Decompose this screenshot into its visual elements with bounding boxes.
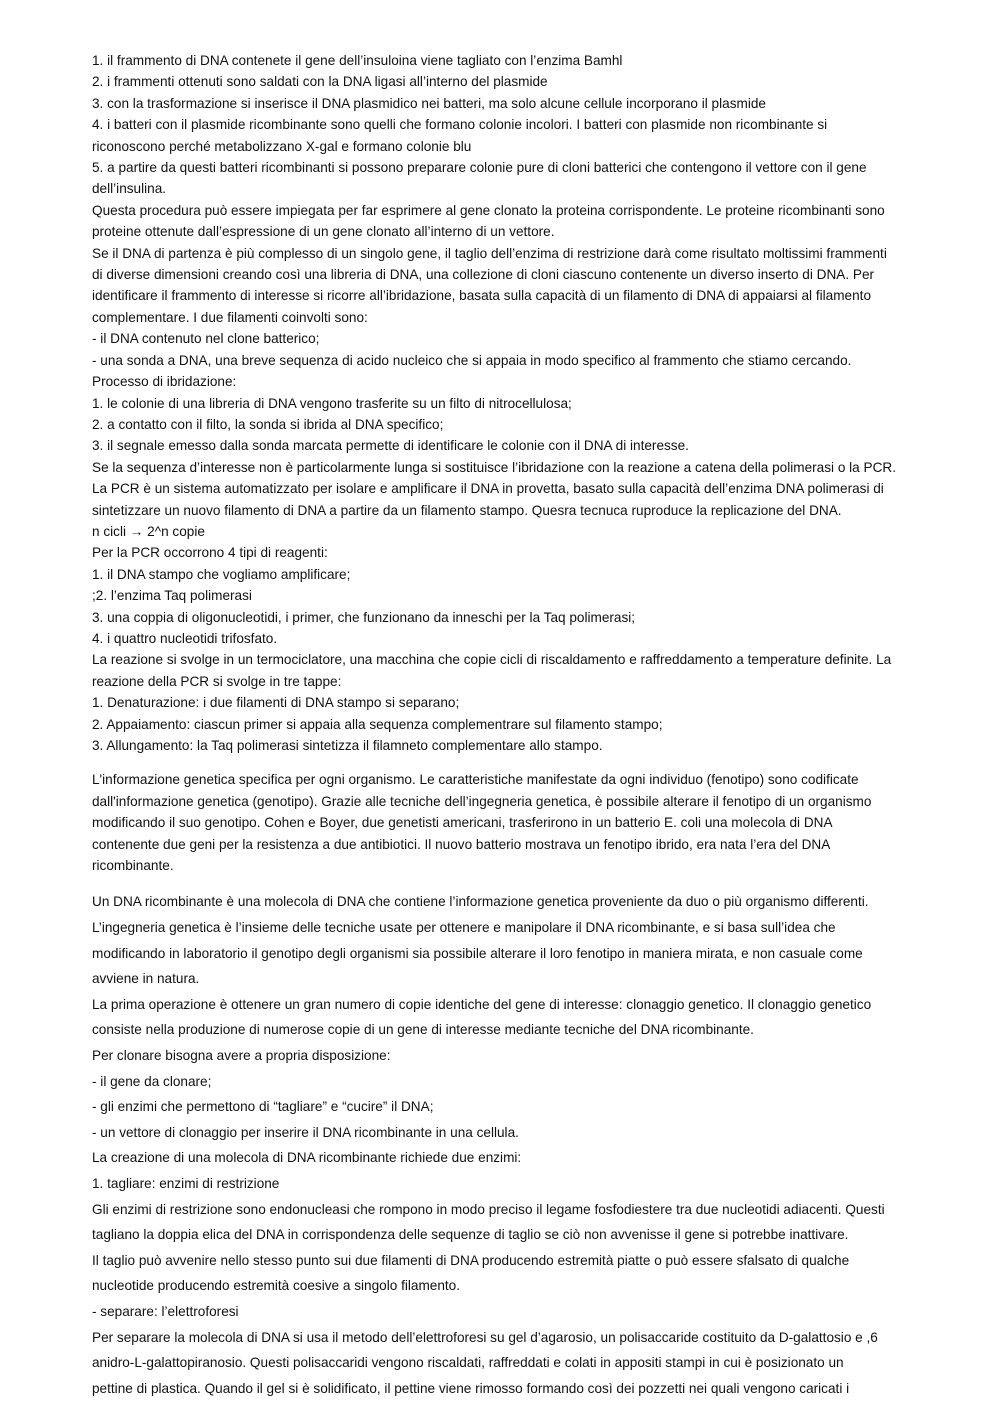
text-line: consiste nella produzione di numerose copie di un gene di interesse mediante tecniche del DNA ricombinante. <box>92 1022 754 1038</box>
text-line: Processo di ibridazione: <box>92 374 237 390</box>
text-line: identificare il frammento di interesse si ricorre all’ibridazione, basata sulla capacità di un filamento di DNA di appaiarsi al filamento <box>92 288 871 304</box>
text-line: sintetizzare un nuovo filamento di DNA a partire da un filamento stampo. Quesra tecnuca ruproduce la replicazione del DNA. <box>92 502 842 518</box>
text-line: proteine ottenute dall’espressione di un gene clonato all’interno di un vettore. <box>92 224 555 240</box>
text-line: - il gene da clonare; <box>92 1073 212 1089</box>
text-line: avviene in natura. <box>92 971 200 987</box>
text-block-genetic-info <box>92 769 917 876</box>
document-page <box>92 50 917 1401</box>
text-line: 1. le colonie di una libreria di DNA vengono trasferite su un filto di nitrocellulosa; <box>92 395 572 411</box>
text-line: - una sonda a DNA, una breve sequenza di acido nucleico che si appaia in modo specifico al frammento che stiamo cercando. <box>92 352 852 368</box>
text-block-pcr <box>92 50 917 756</box>
text-line: 4. i quattro nucleotidi trifosfato. <box>92 630 278 646</box>
text-line: modificando il suo genotipo. Cohen e Boyer, due genetisti americani, trasferirono in un batterio E. coli una molecola di DNA <box>92 815 833 831</box>
text-line: - separare: l’elettroforesi <box>92 1303 239 1319</box>
text-line: - un vettore di clonaggio per inserire il DNA ricombinante in una cellula. <box>92 1124 519 1140</box>
text-line: Gli enzimi di restrizione sono endonucleasi che rompono in modo preciso il legame fosfodiestere tra due nucleotidi adiacenti. Questi <box>92 1201 885 1217</box>
text-line: L'informazione genetica specifica per ogni organismo. Le caratteristiche manifestate da ogni individuo (fenotipo) sono codificate <box>92 772 859 788</box>
text-line: modificando in laboratorio il genotipo degli organismi sia possibile alterare il loro fenotipo in maniera mirata, e non casuale come <box>92 945 863 961</box>
text-line: La reazione si svolge in un termociclatore, una macchina che copie cicli di riscaldamento e raffreddamento a temperature definite. La <box>92 652 892 668</box>
text-line: anidro-L-galattopiranosio. Questi polisaccaridi vengono riscaldati, raffreddati e colati in appositi stampi in cui è posizionato un <box>92 1355 844 1371</box>
text-line: 4. i batteri con il plasmide ricombinante sono quelli che formano colonie incolori. I batteri con plasmide non ricombinante si <box>92 117 828 133</box>
text-line: Per clonare bisogna avere a propria disposizione: <box>92 1048 391 1063</box>
text-line: 1. il frammento di DNA contenete il gene dell’insuloina viene tagliato con l’enzima Bamhl <box>92 53 623 68</box>
text-line: nucleotide producendo estremità coesive a singolo filamento. <box>92 1278 461 1294</box>
text-line: Il taglio può avvenire nello stesso punto sui due filamenti di DNA producendo estremità piatte o può essere sfalsato di qualche <box>92 1252 850 1268</box>
text-line: L’ingegneria genetica è l’insieme delle tecniche usate per ottenere e manipolare il DNA ricombinante, e si basa sull’idea che <box>92 920 836 936</box>
text-line: La prima operazione è ottenere un gran numero di copie identiche del gene di interesse: clonaggio genetico. Il clonaggio genetico <box>92 996 872 1012</box>
text-line: riconoscono perché metabolizzano X-gal e formano colonie blu <box>92 138 472 154</box>
text-line: 3. il segnale emesso dalla sonda marcata permette di identificare le colonie con il DNA di interesse. <box>92 438 689 454</box>
text-line: 1. Denaturazione: i due filamenti di DNA stampo si separano; <box>92 695 460 711</box>
text-line: 5. a partire da questi batteri ricombinanti si possono preparare colonie pure di cloni batterici che contengono il vettore con il gene <box>92 160 867 176</box>
text-line: Se la sequenza d’interesse non è particolarmente lunga si sostituisce l’ibridazione con la reazione a catena della polimerasi o la PCR. <box>92 459 896 475</box>
text-line: 2. Appaiamento: ciascun primer si appaia alla sequenza complementrare sul filamento stampo; <box>92 716 663 732</box>
text-line: Se il DNA di partenza è più complesso di un singolo gene, il taglio dell’enzima di restrizione darà come risultato moltissimi frammenti <box>92 245 887 261</box>
text-line: Un DNA ricombinante è una molecola di DNA che contiene l’informazione genetica proveniente da duo o più organismo differenti. <box>92 894 869 910</box>
text-line: Per la PCR occorrono 4 tipi di reagenti: <box>92 545 328 561</box>
text-line: - il DNA contenuto nel clone batterico; <box>92 331 320 347</box>
text-line: Per separare la molecola di DNA si usa il metodo dell’elettroforesi su gel d’agarosio, un polisaccaride costituito da D-galattosio e ,6 <box>92 1329 878 1345</box>
text-line: - gli enzimi che permettono di “tagliare” e “cucire” il DNA; <box>92 1099 434 1115</box>
text-line: La creazione di una molecola di DNA ricombinante richiede due enzimi: <box>92 1150 522 1166</box>
text-line: 2. i frammenti ottenuti sono saldati con la DNA ligasi all’interno del plasmide <box>92 74 548 90</box>
text-line: Questa procedura può essere impiegata per far esprimere al gene clonato la proteina corrispondente. Le proteine ricombinanti sono <box>92 202 885 218</box>
text-line: ;2. l’enzima Taq polimerasi <box>92 588 252 604</box>
text-line: 3. una coppia di oligonucleotidi, i primer, che funzionano da inneschi per la Taq polimerasi; <box>92 609 636 625</box>
text-line: contenente due geni per la resistenza a due antibiotici. Il nuovo batterio mostrava un fenotipo ibrido, era nata l’era del DNA <box>92 836 831 852</box>
text-line: La PCR è un sistema automatizzato per isolare e amplificare il DNA in provetta, basato sulla capacità dell’enzima DNA polimerasi di <box>92 481 884 497</box>
text-line: complementare. I due filamenti coinvolti sono: <box>92 309 368 325</box>
text-line: 3. Allungamento: la Taq polimerasi sintetizza il filamneto complementare allo stampo. <box>92 738 603 753</box>
text-line: dall'informazione genetica (genotipo). Grazie alle tecniche dell’ingegneria genetica, è possibile alterare il fenotipo di un organismo <box>92 793 872 809</box>
text-line: pettine di plastica. Quando il gel si è solidificato, il pettine viene rimosso formando così dei pozzetti nei quali vengono caricati i <box>92 1380 850 1396</box>
text-line: 3. con la trasformazione si inserisce il DNA plasmidico nei batteri, ma solo alcune cellule incorporano il plasmide <box>92 95 766 111</box>
text-line: dell’insulina. <box>92 181 167 197</box>
text-line: reazione della PCR si svolge in tre tappe: <box>92 673 342 689</box>
text-line: n cicli → 2^n copie <box>92 523 205 539</box>
text-line: di diverse dimensioni creando così una libreria di DNA, una collezione di cloni ciascuno contenente un diverso inserto di DNA. Per <box>92 267 875 283</box>
text-line: ricombinante. <box>92 858 174 874</box>
text-line: 1. tagliare: enzimi di restrizione <box>92 1175 280 1191</box>
text-line: 1. il DNA stampo che vogliamo amplificare; <box>92 566 351 582</box>
text-line: 2. a contatto con il filto, la sonda si ibrida al DNA specifico; <box>92 416 444 432</box>
text-line: tagliano la doppia elica del DNA in corrispondenza delle sequenze di taglio se ciò non avvenisse il gene si potrebbe inattivare. <box>92 1227 849 1243</box>
text-block-recombinant-dna <box>92 889 917 1401</box>
